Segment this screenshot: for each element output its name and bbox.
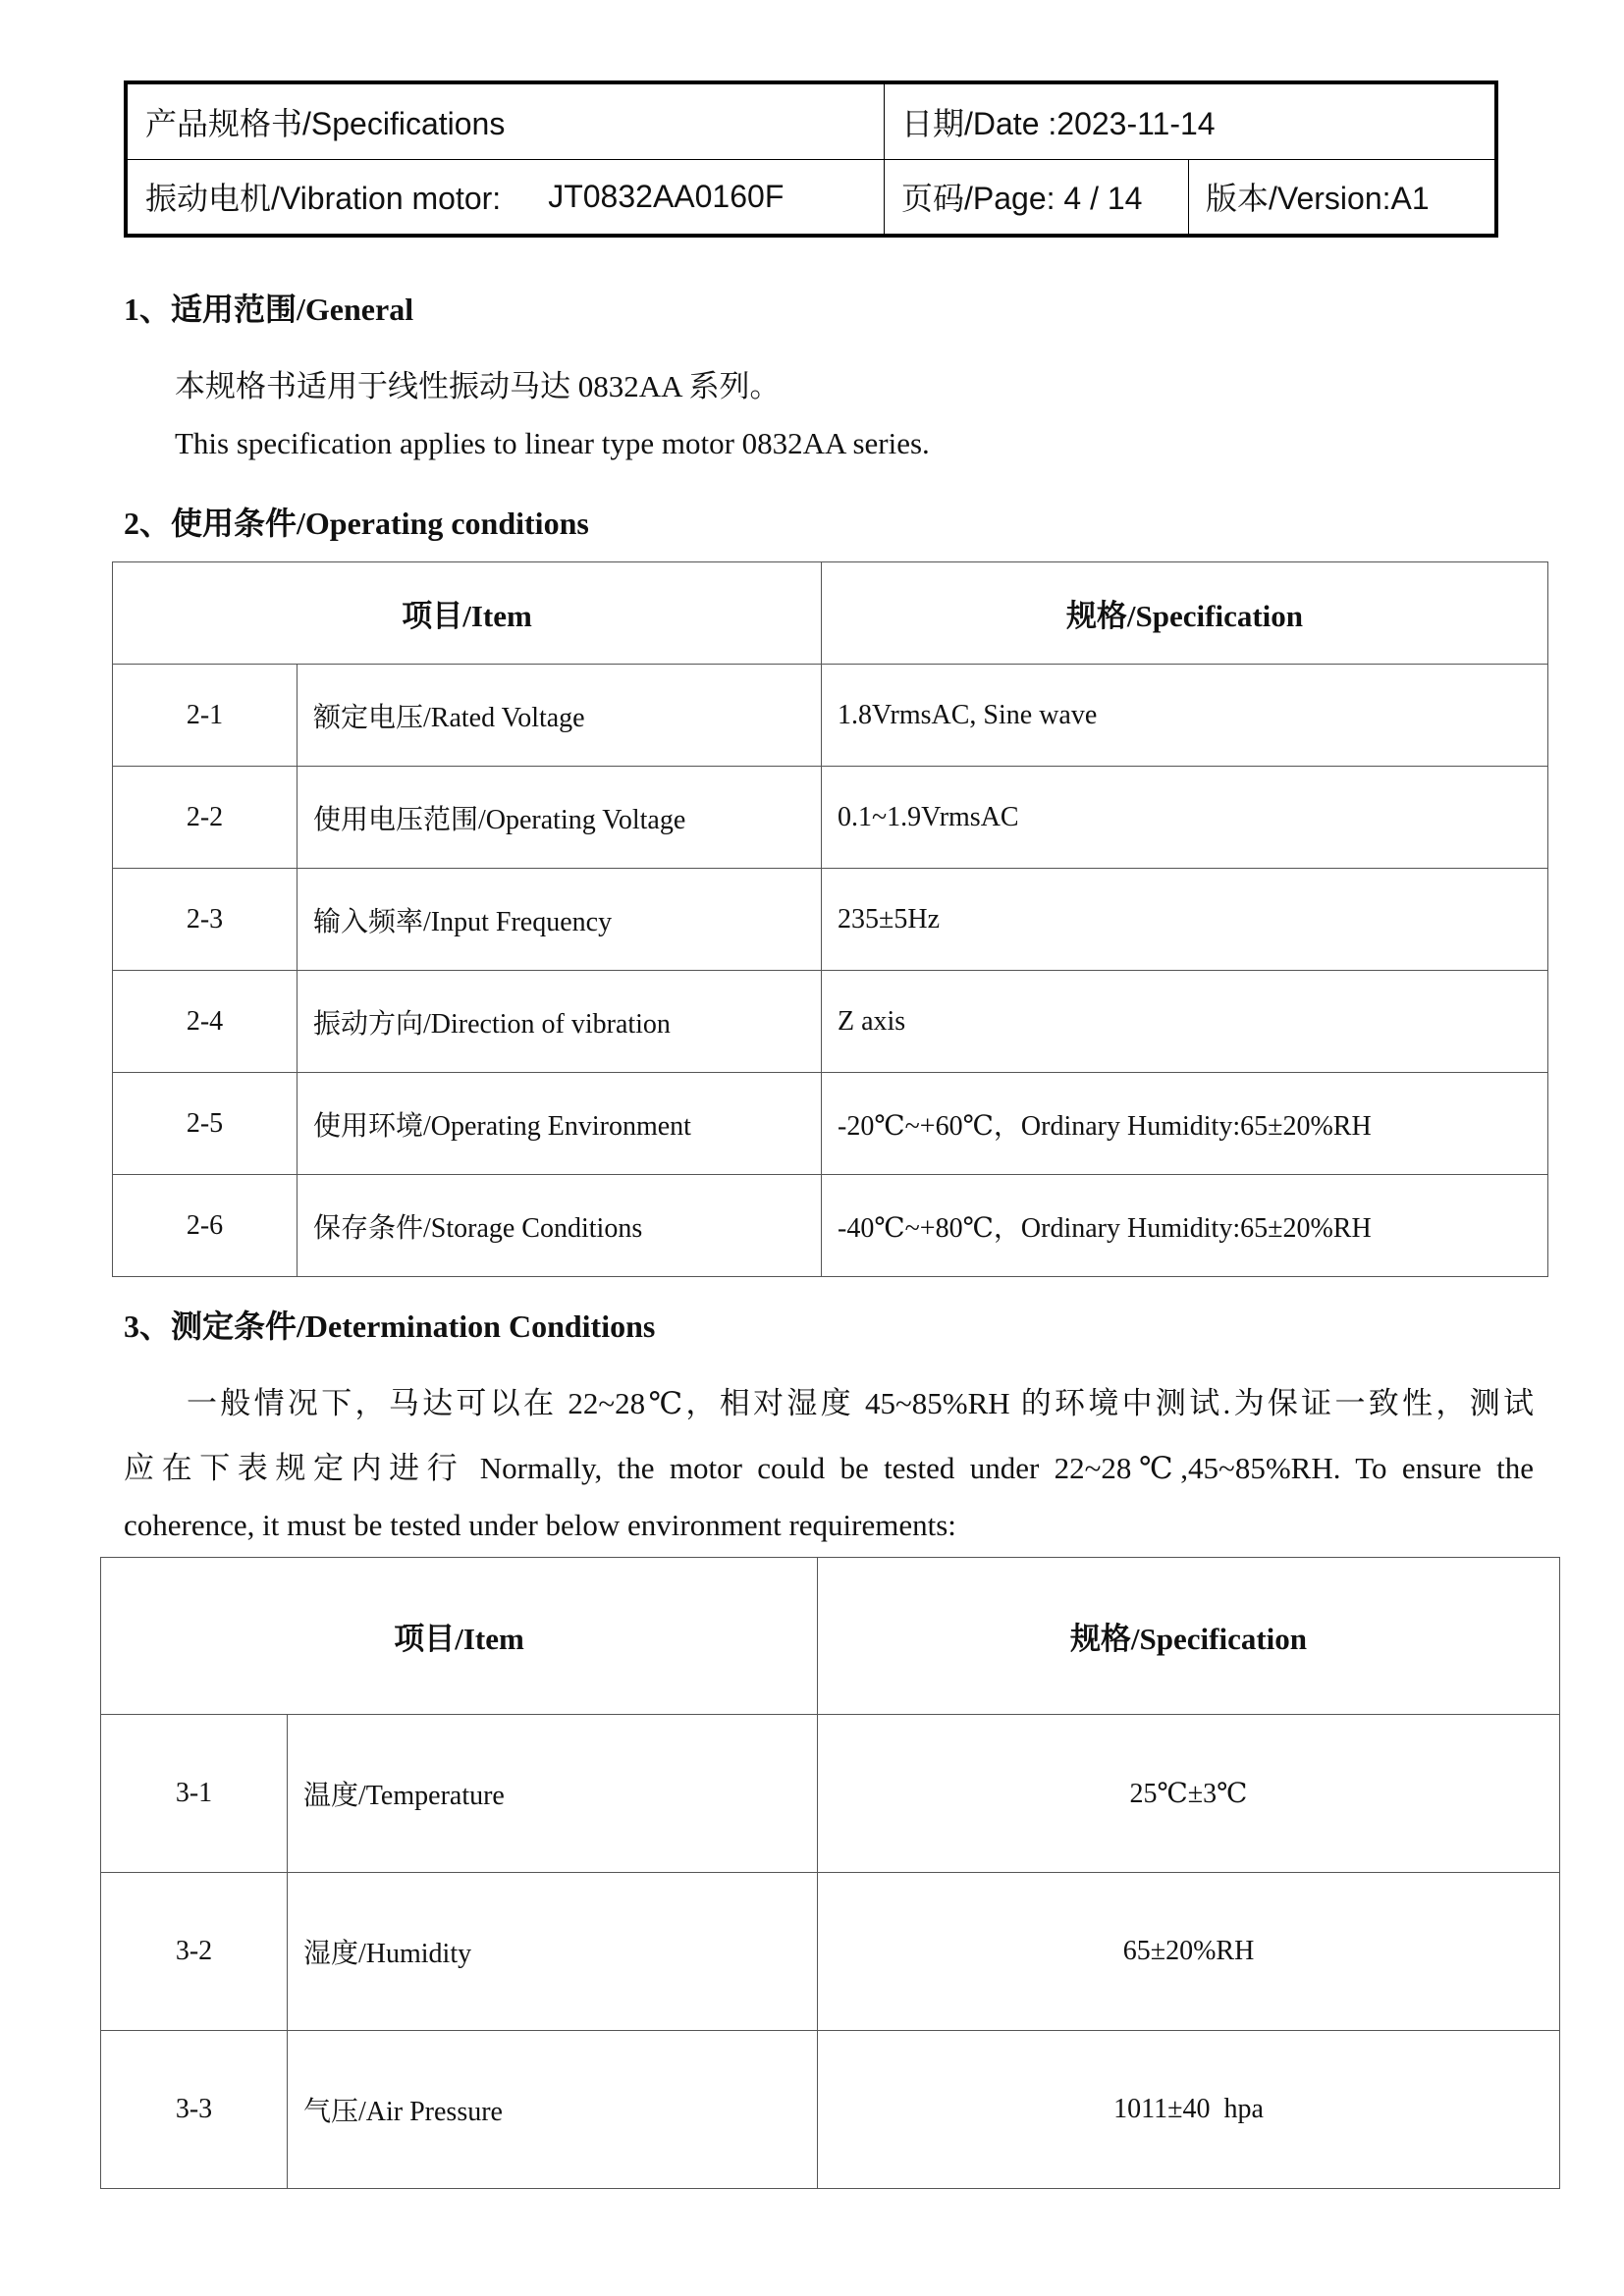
row-number: 2-1 <box>113 665 298 767</box>
row-item: 气压/Air Pressure <box>288 2031 818 2189</box>
column-header-item: 项目/Item <box>113 562 822 665</box>
general-text-en: This specification applies to linear type motor 0832AA series. <box>175 426 930 460</box>
table-row <box>101 2031 1560 2189</box>
row-spec: 25℃±3℃ <box>818 1715 1560 1873</box>
row-number: 3-3 <box>101 2031 288 2189</box>
section-heading-determination: 3、测定条件/Determination Conditions <box>124 1308 656 1344</box>
table-row <box>101 1715 1560 1873</box>
doc-version: 版本/Version:A1 <box>1206 181 1430 216</box>
determination-text-line2: 应在下表规定内进行 Normally, the motor could be tested under 22~28℃,45~85%RH. To ensure the <box>124 1451 1534 1485</box>
column-header-spec: 规格/Specification <box>818 1558 1560 1715</box>
product-cell <box>128 159 884 234</box>
table-row <box>113 971 1548 1073</box>
row-spec: -20℃~+60℃，Ordinary Humidity:65±20%RH <box>822 1073 1548 1175</box>
row-spec: Z axis <box>822 971 1548 1073</box>
section-heading-general: 1、适用范围/General <box>124 292 414 327</box>
row-item: 温度/Temperature <box>288 1715 818 1873</box>
row-spec: 1.8VrmsAC, Sine wave <box>822 665 1548 767</box>
row-spec: 235±5Hz <box>822 869 1548 971</box>
doc-title: 产品规格书/Specifications <box>145 106 506 141</box>
table-row <box>113 869 1548 971</box>
column-header-spec: 规格/Specification <box>822 562 1548 665</box>
section-heading-operating: 2、使用条件/Operating conditions <box>124 506 589 541</box>
row-number: 2-2 <box>113 767 298 869</box>
row-number: 2-3 <box>113 869 298 971</box>
header-table <box>124 80 1498 238</box>
row-item: 振动方向/Direction of vibration <box>298 971 822 1073</box>
part-number: JT0832AA0160F <box>548 178 785 214</box>
table-header-row <box>101 1558 1560 1715</box>
row-item: 额定电压/Rated Voltage <box>298 665 822 767</box>
table-header-row <box>113 562 1548 665</box>
row-spec: -40℃~+80℃，Ordinary Humidity:65±20%RH <box>822 1175 1548 1277</box>
determination-text-line3: coherence, it must be tested under below environment requirements: <box>124 1508 956 1542</box>
row-item: 保存条件/Storage Conditions <box>298 1175 822 1277</box>
row-number: 3-1 <box>101 1715 288 1873</box>
table-row <box>113 665 1548 767</box>
row-number: 2-4 <box>113 971 298 1073</box>
general-text-cn: 本规格书适用于线性振动马达 0832AA 系列。 <box>175 369 781 403</box>
table-row <box>101 1873 1560 2031</box>
product-label: 振动电机/Vibration motor: <box>145 181 502 216</box>
row-spec: 65±20%RH <box>818 1873 1560 2031</box>
row-number: 2-6 <box>113 1175 298 1277</box>
determination-text-line1: 一般情况下，马达可以在 22~28℃，相对湿度 45~85%RH 的环境中测试.为保证一致性，测试 <box>187 1386 1534 1420</box>
row-item: 湿度/Humidity <box>288 1873 818 2031</box>
row-number: 2-5 <box>113 1073 298 1175</box>
row-item: 输入频率/Input Frequency <box>298 869 822 971</box>
table-row <box>113 1073 1548 1175</box>
row-item: 使用电压范围/Operating Voltage <box>298 767 822 869</box>
row-spec: 1011±40 hpa <box>818 2031 1560 2189</box>
table-row <box>113 1175 1548 1277</box>
row-spec: 0.1~1.9VrmsAC <box>822 767 1548 869</box>
doc-date: 日期/Date :2023-11-14 <box>901 106 1216 141</box>
row-number: 3-2 <box>101 1873 288 2031</box>
operating-conditions-table <box>112 561 1548 1277</box>
column-header-item: 项目/Item <box>101 1558 818 1715</box>
page-number: 页码/Page: 4 / 14 <box>901 181 1143 216</box>
row-item: 使用环境/Operating Environment <box>298 1073 822 1175</box>
table-row <box>113 767 1548 869</box>
determination-conditions-table <box>100 1557 1560 2189</box>
